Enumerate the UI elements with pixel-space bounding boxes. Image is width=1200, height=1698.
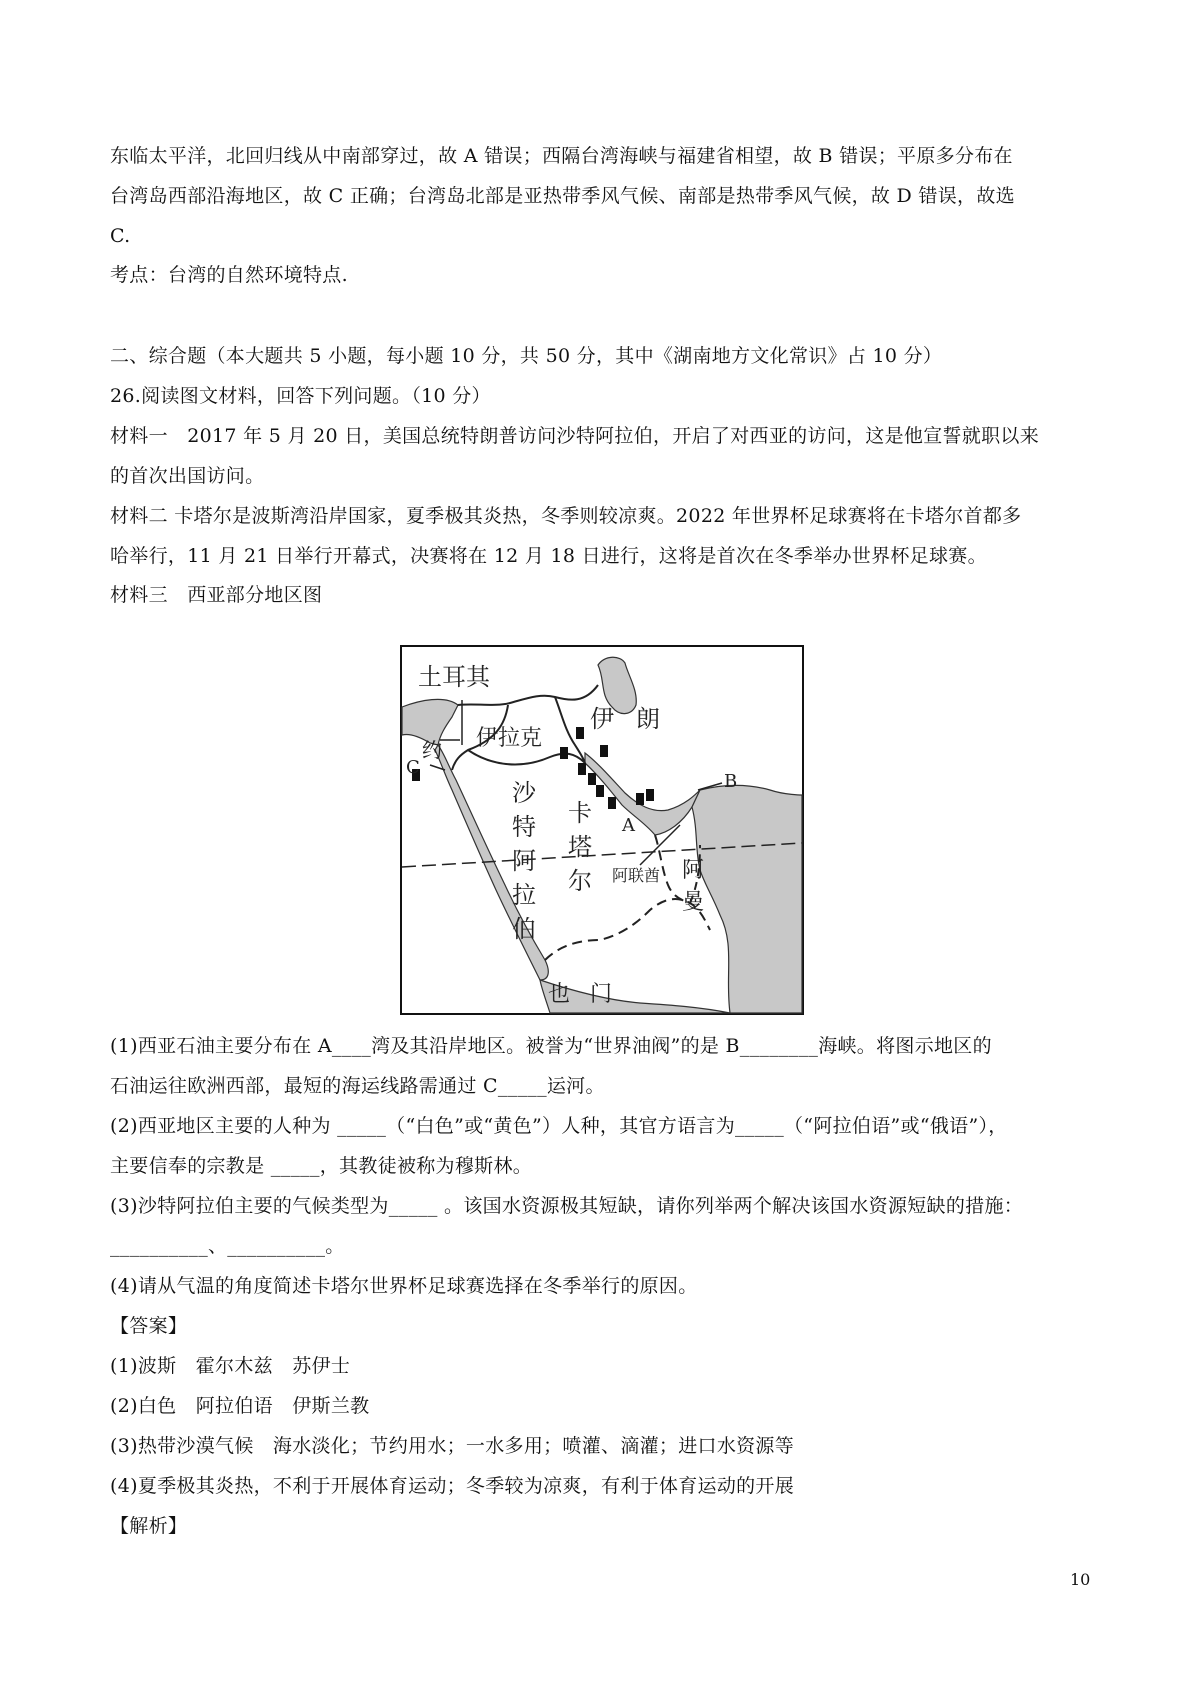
sub-question-3: (3)沙特阿拉伯主要的气候类型为_____ 。该国水资源极其短缺，请你列举两个解决该国水资源短缺的措施： xyxy=(110,1195,1024,1217)
label-oman-2: 曼 xyxy=(682,890,705,915)
label-point-b: B xyxy=(724,771,738,792)
text-line: 东临太平洋，北回归线从中南部穿过，故 A 错误；西隔台湾海峡与福建省相望，故 B 错误；平原多分布在 xyxy=(110,145,1013,167)
label-oman-1: 阿 xyxy=(682,858,705,883)
label-jordan: 约 xyxy=(422,738,442,762)
oil-symbol xyxy=(560,747,568,759)
sub-question-1-cont: 石油运往欧洲西部，最短的海运线路需通过 C_____运河。 xyxy=(110,1075,605,1097)
oil-symbol xyxy=(646,789,654,801)
material-two-cont: 哈举行，11 月 21 日举行开幕式，决赛将在 12 月 18 日进行，这将是首次在冬季举办世界杯足球赛。 xyxy=(110,545,987,567)
oil-symbol xyxy=(576,727,584,739)
text-line: 台湾岛西部沿海地区，故 C 正确；台湾岛北部是亚热带季风气候、南部是热带季风气候，故 D 错误，故选 xyxy=(110,185,1015,207)
section-heading: 二、综合题（本大题共 5 小题，每小题 10 分，共 50 分，其中《湖南地方文化常识》占 10 分） xyxy=(110,345,943,367)
label-qatar-1: 卡 xyxy=(568,799,592,827)
answer-4: (4)夏季极其炎热，不利于开展体育运动；冬季较为凉爽，有利于体育运动的开展 xyxy=(110,1475,795,1497)
question-heading: 26.阅读图文材料，回答下列问题。（10 分） xyxy=(110,385,491,407)
oil-symbol xyxy=(636,793,644,805)
text-line: C. xyxy=(110,225,131,247)
oil-symbol xyxy=(608,797,616,809)
oil-symbol xyxy=(588,773,596,785)
label-saudi-5: 伯 xyxy=(512,915,536,943)
label-yemen-2: 门 xyxy=(590,982,613,1007)
label-qatar-3: 尔 xyxy=(568,867,592,895)
sub-question-2: (2)西亚地区主要的人种为 _____（“白色”或“黄色”）人种，其官方语言为_____（“阿拉伯语”或“俄语”）， xyxy=(110,1115,1008,1137)
page-number: 10 xyxy=(1070,1570,1091,1589)
sub-question-2-cont: 主要信奉的宗教是 _____，其教徒被称为穆斯林。 xyxy=(110,1155,533,1177)
oil-symbol xyxy=(600,745,608,757)
material-two: 材料二 卡塔尔是波斯湾沿岸国家，夏季极其炎热，冬季则较凉爽。2022 年世界杯足球赛将在卡塔尔首都多 xyxy=(110,505,1022,527)
label-qatar-2: 塔 xyxy=(568,833,592,861)
answer-2: (2)白色 阿拉伯语 伊斯兰教 xyxy=(110,1395,370,1417)
label-saudi-4: 拉 xyxy=(512,881,536,909)
material-three: 材料三 西亚部分地区图 xyxy=(110,584,323,606)
answer-1: (1)波斯 霍尔木兹 苏伊士 xyxy=(110,1355,351,1377)
label-point-a: A xyxy=(622,815,635,836)
label-iran-1: 伊 xyxy=(590,705,614,733)
answer-heading: 【答案】 xyxy=(110,1315,188,1337)
label-saudi-3: 阿 xyxy=(512,847,536,875)
label-iran-2: 朗 xyxy=(636,705,660,733)
answer-3: (3)热带沙漠气候 海水淡化；节约用水；一水多用；喷灌、滴灌；进口水资源等 xyxy=(110,1435,795,1457)
material-one: 材料一 2017 年 5 月 20 日，美国总统特朗普访问沙特阿拉伯，开启了对西亚的访问，这是他宣誓就职以来 xyxy=(110,425,1040,447)
map-svg xyxy=(400,645,804,1015)
label-saudi-2: 特 xyxy=(512,813,536,841)
sub-question-4: (4)请从气温的角度简述卡塔尔世界杯足球赛选择在冬季举行的原因。 xyxy=(110,1275,698,1297)
label-uae: 阿联酋 xyxy=(612,866,661,885)
analysis-heading: 【解析】 xyxy=(110,1515,188,1537)
label-yemen-1: 也 xyxy=(548,982,571,1007)
label-iraq: 伊拉克 xyxy=(476,726,543,751)
label-saudi-1: 沙 xyxy=(512,779,536,807)
label-turkey: 土耳其 xyxy=(418,663,490,691)
material-one-cont: 的首次出国访问。 xyxy=(110,465,265,487)
text-line: 考点：台湾的自然环境特点. xyxy=(110,264,348,286)
label-point-c: C xyxy=(406,757,420,778)
sub-question-3-cont: __________、__________。 xyxy=(110,1235,345,1257)
sub-question-1: (1)西亚石油主要分布在 A____湾及其沿岸地区。被誉为“世界油阀”的是 B________海峡。将图示地区的 xyxy=(110,1035,992,1057)
west-asia-map xyxy=(400,645,804,1015)
oil-symbol xyxy=(596,785,604,797)
oil-symbol xyxy=(578,763,586,775)
